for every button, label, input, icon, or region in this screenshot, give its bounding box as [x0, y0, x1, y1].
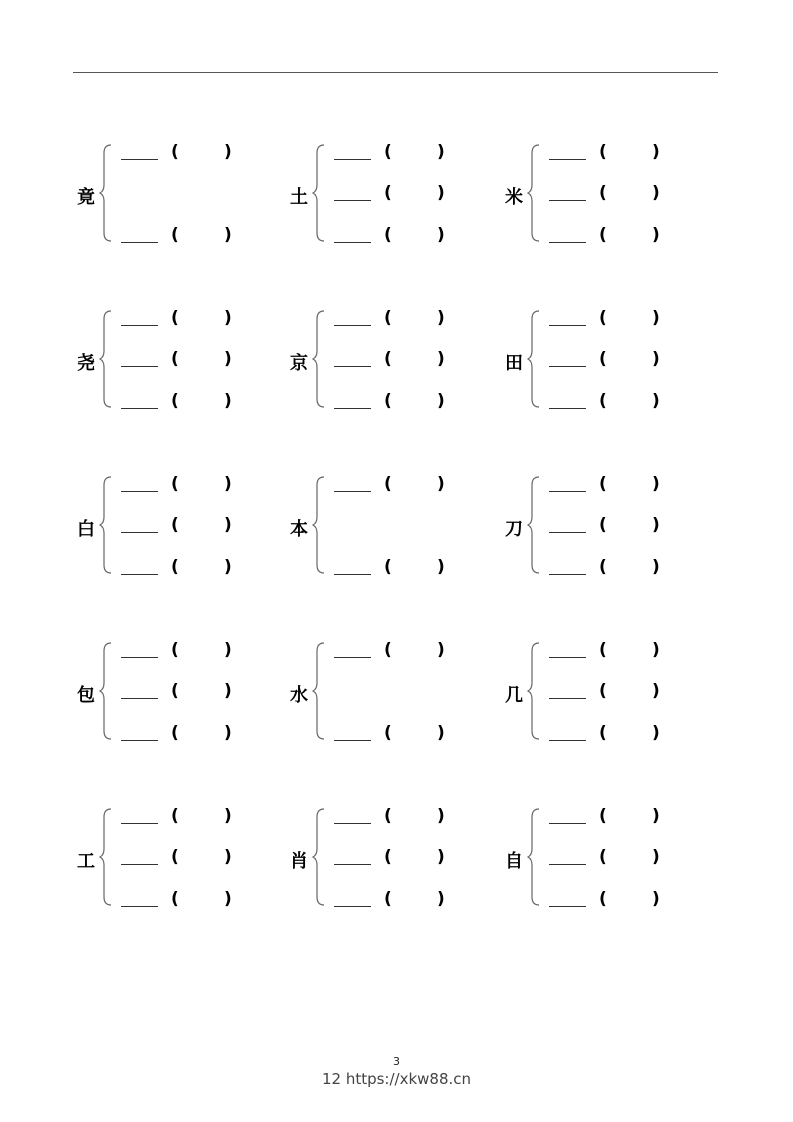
open-paren: ( [171, 889, 179, 909]
blank-underline[interactable] [549, 698, 586, 699]
blank-underline[interactable] [334, 325, 371, 326]
open-paren: ( [599, 723, 607, 743]
char-group [503, 143, 703, 253]
character: 几 [505, 685, 523, 706]
answer-line[interactable] [549, 350, 709, 370]
answer-line[interactable] [121, 475, 281, 495]
char-group [288, 641, 488, 751]
blank-underline[interactable] [334, 366, 371, 367]
open-paren: ( [384, 225, 392, 245]
blank-underline[interactable] [334, 740, 371, 741]
blank-underline[interactable] [121, 574, 158, 575]
blank-underline[interactable] [334, 657, 371, 658]
char-group [75, 309, 275, 419]
answer-line[interactable] [549, 558, 709, 578]
open-paren: ( [599, 889, 607, 909]
close-paren: ) [437, 142, 445, 162]
char-group [288, 807, 488, 917]
answer-line[interactable] [549, 392, 709, 412]
answer-line[interactable] [549, 226, 709, 246]
answer-line[interactable] [334, 184, 494, 204]
open-paren: ( [384, 847, 392, 867]
answer-line[interactable] [334, 807, 494, 827]
open-paren: ( [384, 557, 392, 577]
close-paren: ) [437, 391, 445, 411]
open-paren: ( [171, 515, 179, 535]
blank-underline[interactable] [549, 532, 586, 533]
brace-icon [99, 143, 113, 243]
blank-underline[interactable] [334, 159, 371, 160]
answer-line[interactable] [121, 558, 281, 578]
brace-icon [527, 309, 541, 409]
close-paren: ) [652, 474, 660, 494]
close-paren: ) [224, 889, 232, 909]
blank-underline[interactable] [334, 823, 371, 824]
open-paren: ( [171, 474, 179, 494]
close-paren: ) [437, 889, 445, 909]
open-paren: ( [599, 225, 607, 245]
char-group [75, 807, 275, 917]
open-paren: ( [384, 806, 392, 826]
blank-underline[interactable] [549, 657, 586, 658]
close-paren: ) [652, 640, 660, 660]
close-paren: ) [437, 723, 445, 743]
blank-underline[interactable] [334, 242, 371, 243]
close-paren: ) [224, 847, 232, 867]
blank-underline[interactable] [334, 491, 371, 492]
character: 京 [290, 353, 308, 374]
blank-underline[interactable] [549, 200, 586, 201]
answer-line[interactable] [549, 143, 709, 163]
close-paren: ) [652, 391, 660, 411]
blank-underline[interactable] [549, 864, 586, 865]
answer-line[interactable] [121, 682, 281, 702]
answer-line[interactable] [334, 475, 494, 495]
open-paren: ( [171, 723, 179, 743]
answer-line[interactable] [549, 807, 709, 827]
close-paren: ) [652, 681, 660, 701]
character: 包 [77, 685, 95, 706]
open-paren: ( [171, 681, 179, 701]
blank-underline[interactable] [121, 532, 158, 533]
brace-icon [99, 641, 113, 741]
char-group [503, 309, 703, 419]
char-group [75, 475, 275, 585]
brace-icon [312, 143, 326, 243]
close-paren: ) [437, 183, 445, 203]
character: 白 [77, 519, 95, 540]
close-paren: ) [652, 723, 660, 743]
character: 肖 [290, 851, 308, 872]
open-paren: ( [599, 391, 607, 411]
blank-underline[interactable] [121, 491, 158, 492]
open-paren: ( [384, 723, 392, 743]
answer-line[interactable] [121, 309, 281, 329]
close-paren: ) [437, 640, 445, 660]
close-paren: ) [224, 515, 232, 535]
character: 水 [290, 685, 308, 706]
open-paren: ( [171, 391, 179, 411]
close-paren: ) [224, 557, 232, 577]
blank-underline[interactable] [121, 366, 158, 367]
open-paren: ( [384, 142, 392, 162]
character: 本 [290, 519, 308, 540]
close-paren: ) [437, 847, 445, 867]
open-paren: ( [599, 806, 607, 826]
brace-icon [312, 641, 326, 741]
answer-line[interactable] [121, 516, 281, 536]
blank-underline[interactable] [121, 864, 158, 865]
answer-line[interactable] [549, 309, 709, 329]
close-paren: ) [224, 142, 232, 162]
open-paren: ( [599, 557, 607, 577]
answer-line[interactable] [549, 641, 709, 661]
close-paren: ) [224, 723, 232, 743]
brace-icon [99, 309, 113, 409]
close-paren: ) [224, 640, 232, 660]
character: 米 [505, 187, 523, 208]
blank-underline[interactable] [121, 906, 158, 907]
answer-line[interactable] [549, 890, 709, 910]
character: 自 [505, 851, 523, 872]
close-paren: ) [437, 806, 445, 826]
open-paren: ( [599, 183, 607, 203]
open-paren: ( [384, 308, 392, 328]
close-paren: ) [652, 806, 660, 826]
answer-line[interactable] [334, 641, 494, 661]
blank-underline[interactable] [121, 823, 158, 824]
blank-underline[interactable] [549, 159, 586, 160]
answer-line[interactable] [121, 350, 281, 370]
open-paren: ( [599, 640, 607, 660]
close-paren: ) [652, 183, 660, 203]
blank-underline[interactable] [549, 823, 586, 824]
open-paren: ( [171, 308, 179, 328]
brace-icon [312, 309, 326, 409]
open-paren: ( [599, 142, 607, 162]
answer-line[interactable] [549, 682, 709, 702]
blank-underline[interactable] [121, 698, 158, 699]
answer-line[interactable] [334, 890, 494, 910]
answer-line[interactable] [549, 475, 709, 495]
brace-icon [527, 641, 541, 741]
answer-line[interactable] [121, 848, 281, 868]
open-paren: ( [384, 889, 392, 909]
answer-line[interactable] [334, 226, 494, 246]
header-rule [73, 72, 718, 73]
brace-icon [527, 475, 541, 575]
blank-underline[interactable] [121, 325, 158, 326]
answer-line[interactable] [549, 848, 709, 868]
char-group [503, 807, 703, 917]
close-paren: ) [224, 225, 232, 245]
answer-line[interactable] [549, 724, 709, 744]
open-paren: ( [171, 806, 179, 826]
open-paren: ( [599, 515, 607, 535]
char-group [75, 143, 275, 253]
brace-icon [99, 807, 113, 907]
close-paren: ) [437, 557, 445, 577]
blank-underline[interactable] [334, 574, 371, 575]
char-group [75, 641, 275, 751]
answer-line[interactable] [121, 890, 281, 910]
close-paren: ) [652, 225, 660, 245]
open-paren: ( [599, 474, 607, 494]
character: 工 [77, 851, 95, 872]
close-paren: ) [652, 142, 660, 162]
close-paren: ) [224, 474, 232, 494]
open-paren: ( [171, 142, 179, 162]
brace-icon [527, 143, 541, 243]
brace-icon [312, 475, 326, 575]
blank-underline[interactable] [334, 906, 371, 907]
blank-underline[interactable] [121, 159, 158, 160]
char-group [288, 143, 488, 253]
answer-line[interactable] [549, 516, 709, 536]
open-paren: ( [384, 349, 392, 369]
blank-underline[interactable] [549, 366, 586, 367]
answer-line[interactable] [334, 724, 494, 744]
close-paren: ) [652, 557, 660, 577]
answer-line[interactable] [121, 724, 281, 744]
character: 刀 [505, 519, 523, 540]
close-paren: ) [224, 308, 232, 328]
open-paren: ( [384, 183, 392, 203]
open-paren: ( [599, 681, 607, 701]
open-paren: ( [171, 557, 179, 577]
close-paren: ) [652, 308, 660, 328]
answer-line[interactable] [121, 143, 281, 163]
brace-icon [99, 475, 113, 575]
close-paren: ) [224, 349, 232, 369]
answer-line[interactable] [121, 392, 281, 412]
close-paren: ) [224, 391, 232, 411]
close-paren: ) [437, 308, 445, 328]
char-group [288, 309, 488, 419]
close-paren: ) [652, 889, 660, 909]
char-group [503, 641, 703, 751]
character: 土 [290, 187, 308, 208]
character: 田 [505, 353, 523, 374]
blank-underline[interactable] [549, 906, 586, 907]
blank-underline[interactable] [549, 408, 586, 409]
char-group [503, 475, 703, 585]
blank-underline[interactable] [549, 574, 586, 575]
blank-underline[interactable] [549, 740, 586, 741]
answer-line[interactable] [334, 309, 494, 329]
open-paren: ( [384, 474, 392, 494]
blank-underline[interactable] [121, 740, 158, 741]
answer-line[interactable] [334, 392, 494, 412]
blank-underline[interactable] [121, 242, 158, 243]
open-paren: ( [171, 349, 179, 369]
blank-underline[interactable] [549, 491, 586, 492]
close-paren: ) [437, 474, 445, 494]
open-paren: ( [171, 225, 179, 245]
answer-line[interactable] [121, 641, 281, 661]
character: 尧 [77, 353, 95, 374]
page-number: 3 [393, 1055, 400, 1068]
blank-underline[interactable] [334, 864, 371, 865]
brace-icon [527, 807, 541, 907]
blank-underline[interactable] [549, 325, 586, 326]
blank-underline[interactable] [121, 408, 158, 409]
open-paren: ( [599, 308, 607, 328]
answer-line[interactable] [121, 226, 281, 246]
open-paren: ( [599, 847, 607, 867]
close-paren: ) [224, 681, 232, 701]
footer-url: 12 https://xkw88.cn [321, 1070, 472, 1088]
open-paren: ( [171, 640, 179, 660]
answer-line[interactable] [549, 184, 709, 204]
character: 竟 [77, 187, 95, 208]
open-paren: ( [384, 391, 392, 411]
blank-underline[interactable] [334, 200, 371, 201]
close-paren: ) [437, 225, 445, 245]
open-paren: ( [171, 847, 179, 867]
blank-underline[interactable] [549, 242, 586, 243]
answer-line[interactable] [334, 143, 494, 163]
answer-line[interactable] [121, 807, 281, 827]
char-group [288, 475, 488, 585]
close-paren: ) [652, 515, 660, 535]
blank-underline[interactable] [121, 657, 158, 658]
close-paren: ) [437, 349, 445, 369]
open-paren: ( [599, 349, 607, 369]
close-paren: ) [652, 847, 660, 867]
brace-icon [312, 807, 326, 907]
close-paren: ) [224, 806, 232, 826]
answer-line[interactable] [334, 558, 494, 578]
answer-line[interactable] [334, 350, 494, 370]
answer-line[interactable] [334, 848, 494, 868]
close-paren: ) [652, 349, 660, 369]
open-paren: ( [384, 640, 392, 660]
blank-underline[interactable] [334, 408, 371, 409]
